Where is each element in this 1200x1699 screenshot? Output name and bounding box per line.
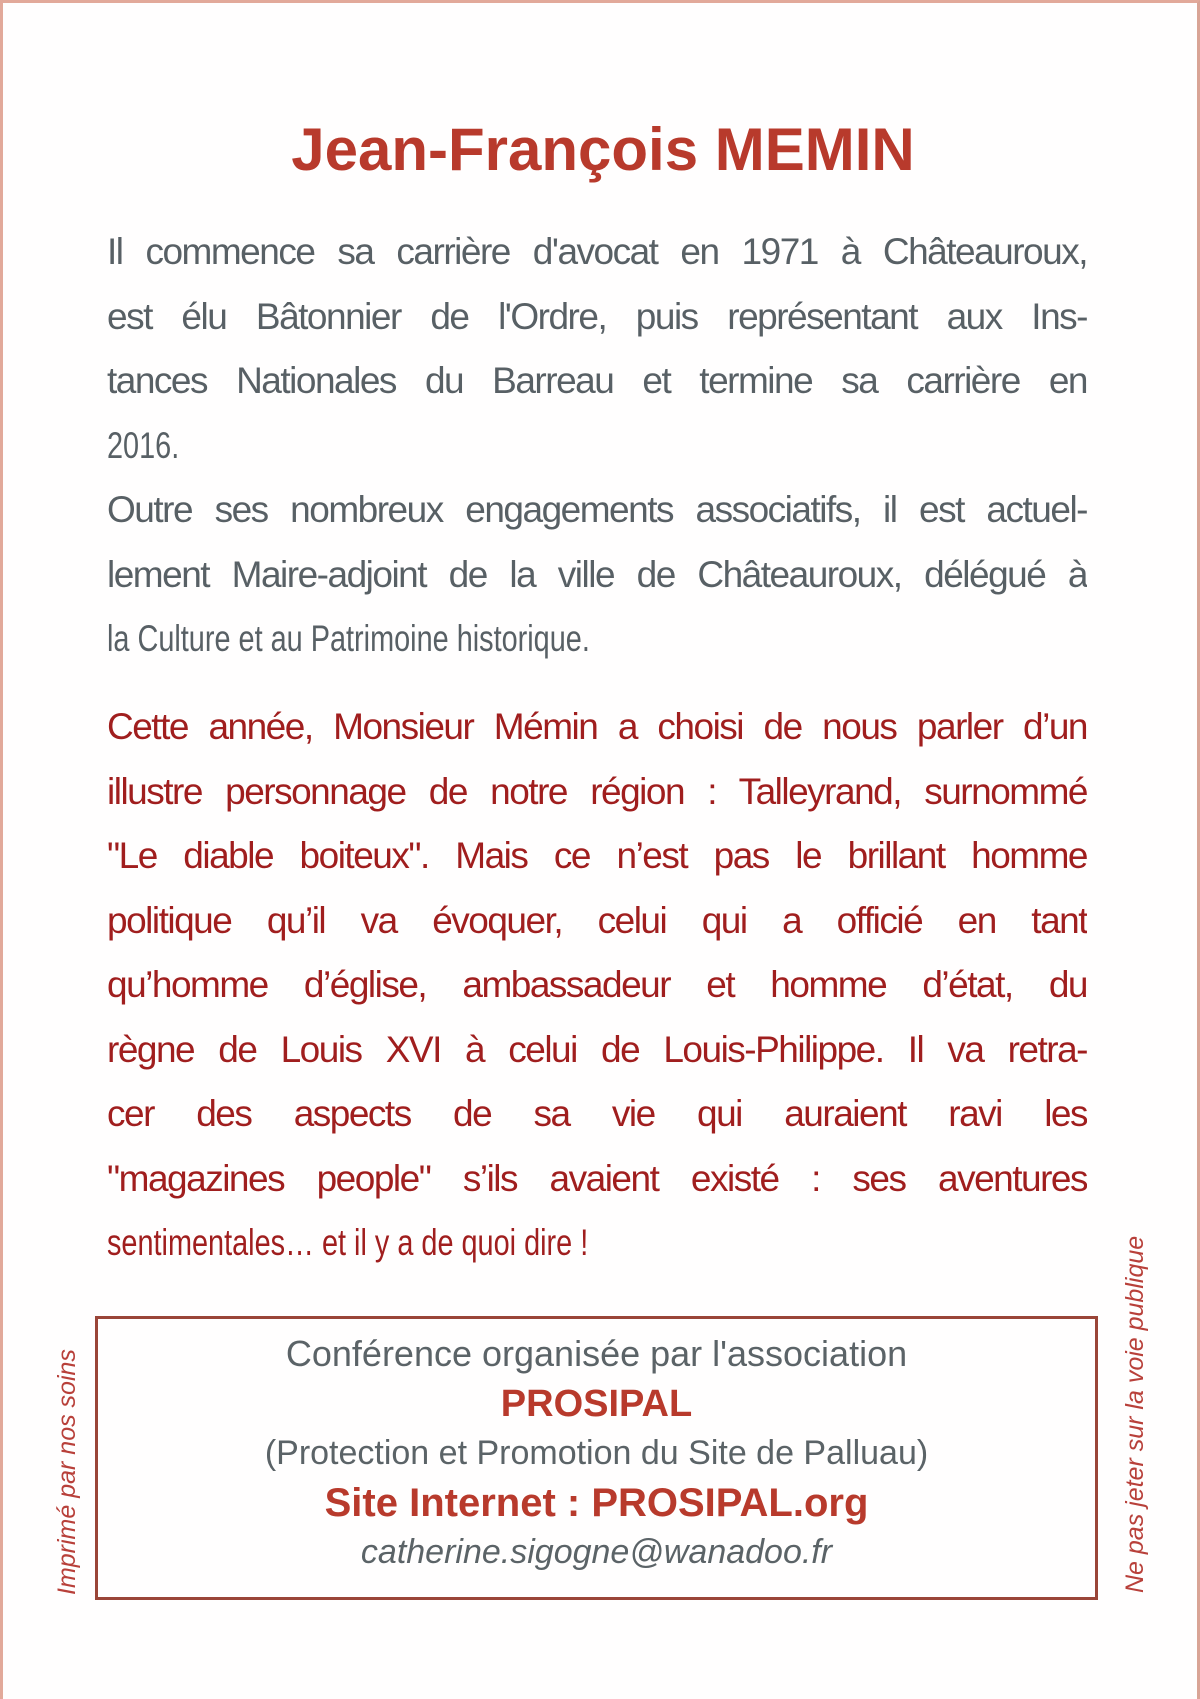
talk-line: qu’homme d’église, ambassadeur et homme d’état, du	[107, 964, 1087, 1005]
speaker-bio-paragraph	[107, 220, 1087, 672]
bio-line: 2016.	[107, 424, 180, 466]
do-not-litter-note: Ne pas jeter sur la voie publique	[1121, 1235, 1149, 1593]
bio-line: est élu Bâtonnier de l'Ordre, puis représentant aux Ins-	[107, 295, 1087, 337]
organizer-intro-text: Conférence organisée par l'association	[285, 1333, 908, 1374]
organizer-info-box	[95, 1316, 1098, 1600]
speaker-name-title: Jean-François MEMIN	[291, 116, 915, 183]
contact-email-link[interactable]: catherine.sigogne@wanadoo.fr	[360, 1533, 833, 1571]
talk-line: politique qu’il va évoquer, celui qui a officié en tant	[107, 899, 1087, 941]
talk-line: Cette année, Monsieur Mémin a choisi de nous parler d’un	[107, 706, 1087, 747]
talk-line: illustre personnage de notre région : Talleyrand, surnommé	[107, 770, 1087, 812]
website-link[interactable]: Site Internet : PROSIPAL.org	[324, 1481, 869, 1525]
talk-description-paragraph	[107, 695, 1087, 1276]
association-name: PROSIPAL	[500, 1383, 693, 1425]
bio-line: la Culture et au Patrimoine historique.	[107, 618, 590, 659]
association-full-name: (Protection et Promotion du Site de Palluau)	[264, 1434, 929, 1472]
bio-line: Outre ses nombreux engagements associatifs, il est actuel-	[107, 489, 1087, 530]
talk-line: "Le diable boiteux". Mais ce n’est pas le brillant homme	[107, 835, 1087, 876]
bio-line: Il commence sa carrière d'avocat en 1971 à Châteauroux,	[107, 231, 1087, 272]
talk-line: cer des aspects de sa vie qui auraient ravi les	[107, 1093, 1087, 1134]
printed-by-note: Imprimé par nos soins	[53, 1349, 81, 1595]
talk-line: "magazines people" s’ils avaient existé : ses aventures	[107, 1157, 1087, 1199]
bio-line: lement Maire-adjoint de la ville de Châteauroux, délégué à	[107, 553, 1087, 595]
talk-line: règne de Louis XVI à celui de Louis-Philippe. Il va retra-	[107, 1028, 1087, 1070]
bio-line: tances Nationales du Barreau et termine sa carrière en	[107, 360, 1087, 401]
talk-line: sentimentales… et il y a de quoi dire !	[107, 1222, 589, 1263]
